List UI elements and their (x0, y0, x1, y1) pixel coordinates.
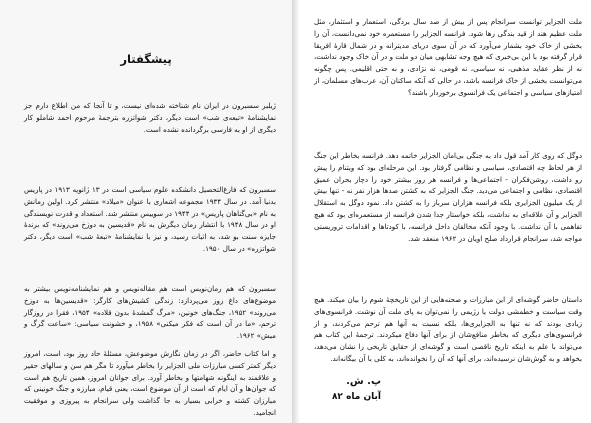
page-title: پیشگفتار (120, 52, 172, 66)
left-page (0, 0, 292, 423)
paragraph-7: داستان حاضر گوشه‌ای از این مبارزات و صحنه‌هایی از این تاریخچهٔ شوم را بیان میکند. هیچ وقت سیاست و خطمشی دولت یا رژیمی را نمی‌توان به پای ملت آن نوشت. فرانسوی‌های زیادی بودند که نه تنها به الجزایری‌ها، بلکه نسبت به آنها هم ترحم می‌کردند، و از فرانسوی‌های دیگری که بخاطر منافع‌شان از برای آنها دفاع میکردند. ترجمهٔ این کتاب هم می‌تواند با علم به اینکه تاریخ ناقصی است و گوشه‌ای از حقایق تاریخی را نشان می‌دهد، بخواهد و به گوش‌شان نرسیده‌اند، برای آنها که آن را نخوانده‌اند، به کلی با آن بیگانه‌اند. (314, 295, 582, 363)
date-line: آبان ماه ۸۲ (331, 392, 381, 402)
paragraph-4: و اما کتاب حاضر، اگر در زمان نگارش موضوعش، مسئلهٔ حاد روز بود، است، امروز دیگر کمتر کسی مبارزات ملی الجزایر را بخاطر میآورد تا مگر هم سن و سالهای حقیر و علاقمند به اینگونه شهامتها و بخاطر آورد. برای جوانان امروز، همین تاریخ هم است که جوان‌ها و آن ایام که است از آن موضوع است، یعنی قیام، مبارزه و جنگ خونینی که مبارزان کشته و خرابی بسیار به جا گذاشت ولی سرانجام به پیروزی و موفقیت انجامید. (24, 349, 276, 417)
paragraph-3: سسبرون که هم رمان‌نویس است هم مقاله‌نویس و هم نمایشنامه‌نویس بیشتر به موضوع‌های داغ روز می‌پردازد: زندگی کشیش‌های کارگر: «قدیسین‌ها به دوزخ می‌روند» ۱۹۵۲، جنگ‌های خونین، «مرگ گمشدهٔ بدون قلاده» ۱۹۵۴، فقرا در روزگار ترحم، «ما در آن است که فکر میکنی» ۱۹۵۸، و خشونت سیاسی: «ساعت گرگ و میش» ۱۹۶۲. (24, 284, 276, 341)
author-initials: پ. ش. (346, 376, 381, 387)
paragraph-2: سسبرون که فارغ‌التحصیل دانشکده علوم سیاسی است در ۱۳ ژانویه ۱۹۱۳ در پاریس بدنیا آمد. در سال ۱۹۳۴ مجموعه اشعاری با عنوان «میلاد» منتشر کرد. اولین رمانش به نام «بی‌گناهان پاریس» در ۱۹۴۴ در سوییس منتشر شد. استعداد و قدرت نویسندگی او در سال ۱۹۴۸ با انتشار رمان دیگرش به نام «قدیسین به دوزخ می‌روند» که برندهٔ جایزه سنت بو شد، به اثبات رسید، و نیز با نمایشنامهٔ «تبعهٔ شب» است دیگر، دکتر شواتزره» در سال ۱۹۵۰. (24, 185, 276, 253)
right-page (300, 0, 591, 423)
paragraph-1: ژیلبر سسبرون در ایران نام شناخته شده‌ای نیست، و تا آنجا که من اطلاع دارم جز نمایشنامهٔ «تبعه‌ی شب» است دیگر، دکتر شواتزره بترجمهٔ مرحوم احمد شاملو کار دیگری از او به فارسی برگردانده نشده است. (24, 101, 276, 134)
book-gutter (292, 0, 300, 423)
paragraph-5: ملت الجزایر توانست سرانجام پس از بیش از صد سال بردگی، استعمار و استثمار، مثل ملت عظیم هند از قید بندگی رها شود. فرانسه الجزایر را مستعمره خود نمی‌دانست، آن را بخشی از خاک خود بشمار می‌آورد که در آن سوی دریای مدیترانه و در شمال قارهٔ افریقا قرار گرفته بود با این بی‌خبری که هیچ وجه تشابهی میان دو ملت و در آن خاک وجود نداشت، نه از نظر عقاید مذهبی، نه سیاسی، نه قومی، نه نژادی، و نه حتی اقلیمی. پس چگونه می‌توانست بخشی از خاک فرانسه باشد، در حالی که آنکه ساکنان آن، عرب‌های مسلمان، از امتیازهای سیاسی و اجتماعی یک فرانسوی برخوردار باشند؟ (314, 17, 582, 97)
paragraph-6: دوگل که روی کار آمد قول داد به جنگی بی‌امان الجزایر خاتمه دهد. فرانسه بخاطر این جنگ از هر لحاظ چه اقتصادی، سیاسی و نظامی گرفتار بود. این مرحله‌ای بود که ویتنام را پیش رو داشت، روشن‌فکران - اجتماعی‌ها و فرانسه هر روز بیشتر خود را دچار بحران عمیق اقتصادی، نظامی و اجتماعی می‌دید. جنگ الجزایر که به کشتن صدها هزار نفر نه - تنها بیش از یک میلیون الجزایری بلکه فرانسه هزاران سرباز را به کشتن داد. نمود دوگل به استقلال الجزایر و آن علاقه‌ای به نداشت، بلکه خواستار جدا شدن فرانسه از مستعمره‌ای بود که هیچ تفاهمی با آن نداشت. با وجود آنکه مخالفان داخل فرانسه، با کودتاها و اقدامات تروریستی مواجه شد، سرانجام قرارداد صلح اویان در ۱۹۶۲ منعقد شد. (314, 151, 582, 243)
